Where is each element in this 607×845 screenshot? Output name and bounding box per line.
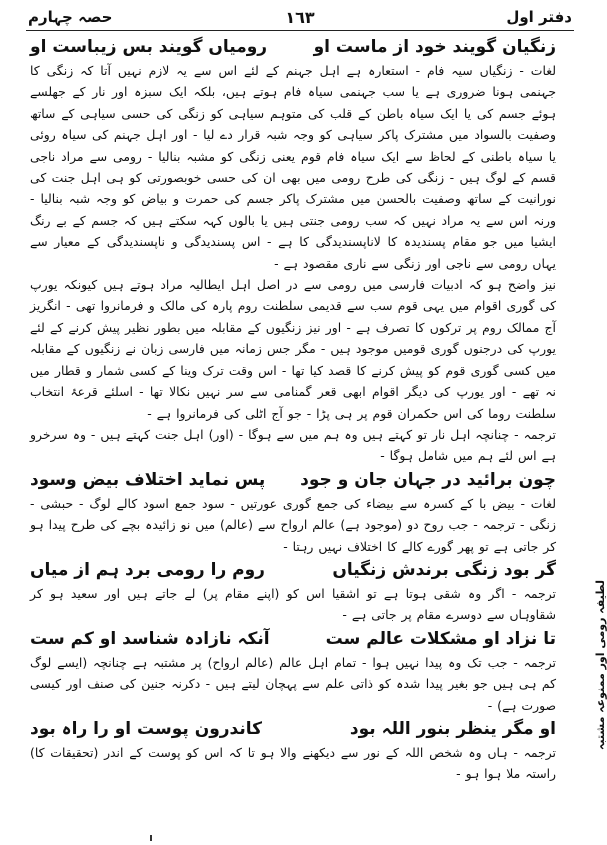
header-rule — [26, 30, 574, 31]
verse-second-hemistich: رومیاں گویند بس زیباست او — [30, 37, 268, 57]
prose-paragraph: ترجمہ - چنانچہ اہل نار تو کہتے ہیں وہ ہم میں سے ہوگا - (اور) اہل جنت کہتے ہیں - وہ سرخرو ہے اس لئے ہم میں شامل ہوگا - — [30, 426, 556, 464]
page-body — [30, 34, 556, 785]
verse-line — [30, 34, 556, 60]
verse-first-hemistich: زنگیان گویند خود از ماست او — [313, 37, 556, 57]
verse-second-hemistich: روم را رومی برد ہم از میاں — [30, 559, 265, 580]
verse-first-hemistich: چون برائید در جہان جان و جود — [300, 469, 556, 490]
verse-second-hemistich: پس نماید اختلاف بیض وسود — [30, 469, 266, 490]
verse-line — [30, 467, 556, 493]
prose-paragraph: لغات - زنگیاں سیہ فام - استعارہ ہے اہل جہنم کے لئے اس سے یہ لازم نہیں آتا کہ زنگی کا جہنمی ہونا ضروری ہے یا سب جہنمی سیاہ فام ہوتے ہیں، بلکہ ایک سبزہ اور نار کے جھلسے ہوئے جسم کی یا ایک سیاہ باطن کے قلب کی متوہم سیاہی کو زنگی کی حسی سیاہی کے ساتھ وصفیت بالسواد میں مشترک پاکر سیاہی کو وجہ شبہ قرار دے لیا - اور اہل جہنم کی سیاہ روئی یا سیاہ باطنی کے لحاظ سے ایک سیاہ فام قوم یعنی زنگی کو مشبہ بنالیا - رومی سے مراد ناجی قسم کے لوگ ہیں - زنگی کی طرح رومی میں بھی ان کی حسی خوبصورتی کو ہی اہل جنت کی نورانیت کے ساتھ وصفیت بالحسن میں مشترک پاکر جسم کی حمرت و بیاض کو وجہ شبہ بنالیا - ورنہ اس سے یہ مراد نہیں کہ سب رومی جنتی ہیں یا بالوں کہہ سکتے ہیں کہ جسم کے بے رنگ ایشیا میں جو مقام پسندیدہ کا لاناپسندیدگی کا ہے - اس پسندیدگی و ناپسندیدگی کے معیار سے یہاں رومی سے ناجی اور زنگی سے ناری مقصود ہے - — [30, 63, 556, 271]
verse-second-hemistich: آنکہ نازادہ شناسد او کم ست — [30, 628, 270, 649]
page-number: ١٦٣ — [285, 8, 315, 27]
prose-paragraph: ترجمہ - ہاں وہ شخص اللہ کے نور سے دیکھنے والا ہو تا کہ اس کو پوست کے اندر (تحقیقات کا) راستہ ملا ہوا ہو - — [30, 744, 556, 782]
header-book-title: دفتر اول — [506, 8, 572, 26]
verse-first-hemistich: گر بود زنگی برندش زنگیاں — [332, 559, 556, 580]
header-section: حصہ چہارم — [28, 8, 113, 26]
prose-paragraph: لغات - بیض با کے کسرہ سے بیضاء کی جمع گوری عورتیں - سود جمع اسود کالے لوگ - حبشی - زنگی - ترجمہ - جب روح دو (موجود ہے) عالم ارواح سے (عالم) میں نو زائیدہ بچے کی طرح پیدا ہو کر جاتی ہے تو پھر گورے کالے کا اختلاف نہیں رہتا - — [30, 495, 556, 554]
margin-note-text: لطیفہ رومی اور ممنوعہ مشتبہ — [594, 580, 607, 751]
prose-paragraph: ترجمہ - جب تک وہ پیدا نہیں ہوا - تمام اہل عالم (عالم ارواح) پر مشتبہ ہے چنانچہ (ایسے لوگ کم ہی ہیں جو بغیر پیدا شدہ کو ذاتی علم سے پہچان لیتے ہیں - دکرنہ جنین کی صنف اور کیسی صورت ہے) - — [30, 654, 556, 713]
bottom-mark — [150, 835, 152, 841]
verse-first-hemistich: تا نزاد او مشکلات عالم ست — [325, 628, 556, 649]
verse-line — [30, 557, 556, 583]
prose-paragraph: ترجمہ - اگر وہ شقی ہوتا ہے تو اشقیا اس کو (اپنے مقام پر) لے جاتے ہیں اور سعید ہو کر شقاوہاں سے دوسرے مقام پر جاتی ہے - — [30, 585, 556, 623]
prose-paragraph: نیز واضح ہو کہ ادبیات فارسی میں رومی سے در اصل اہل ایطالیہ مراد ہوتے ہیں کیونکہ یورپ کی گوری اقوام میں یہی قوم سب سے قدیمی سلطنت روم پارہ کی مالک و فرمانروا تھی - انگریز آج ممالک روم پر ترکوں کا تصرف ہے - اور نیز زنگیوں کے مقابلہ میں بطور نظیر پیش کرنے کے لئے یورپ کی درجنوں گوری قومیں موجود ہیں - مگر جس زمانہ میں فارسی زبان نے زنگیوں کے مقابلہ میں کسی گوری قوم کو پیش کرنے کا قصد کیا تھا - اس وقت ترک وینا کے کسی شمار و قطار میں نہ تھے - اور یورپ کی دیگر اقوام ابھی قعر گمنامی سے سر نہیں نکالا تھا - اسلئے قرعۂ انتخاب سلطنت روما کی اس حکمران قوم پر ہی پڑا - جو آج اٹلی کی فرمانروا ہے - — [30, 277, 556, 421]
verse-first-hemistich: او مگر ینظر بنور اللہ بود — [349, 718, 556, 739]
verse-line — [30, 716, 556, 742]
verse-line — [30, 626, 556, 652]
margin-note — [564, 580, 607, 780]
page-header — [28, 8, 572, 30]
verse-second-hemistich: کاندرون پوست او را راہ بود — [30, 718, 263, 739]
